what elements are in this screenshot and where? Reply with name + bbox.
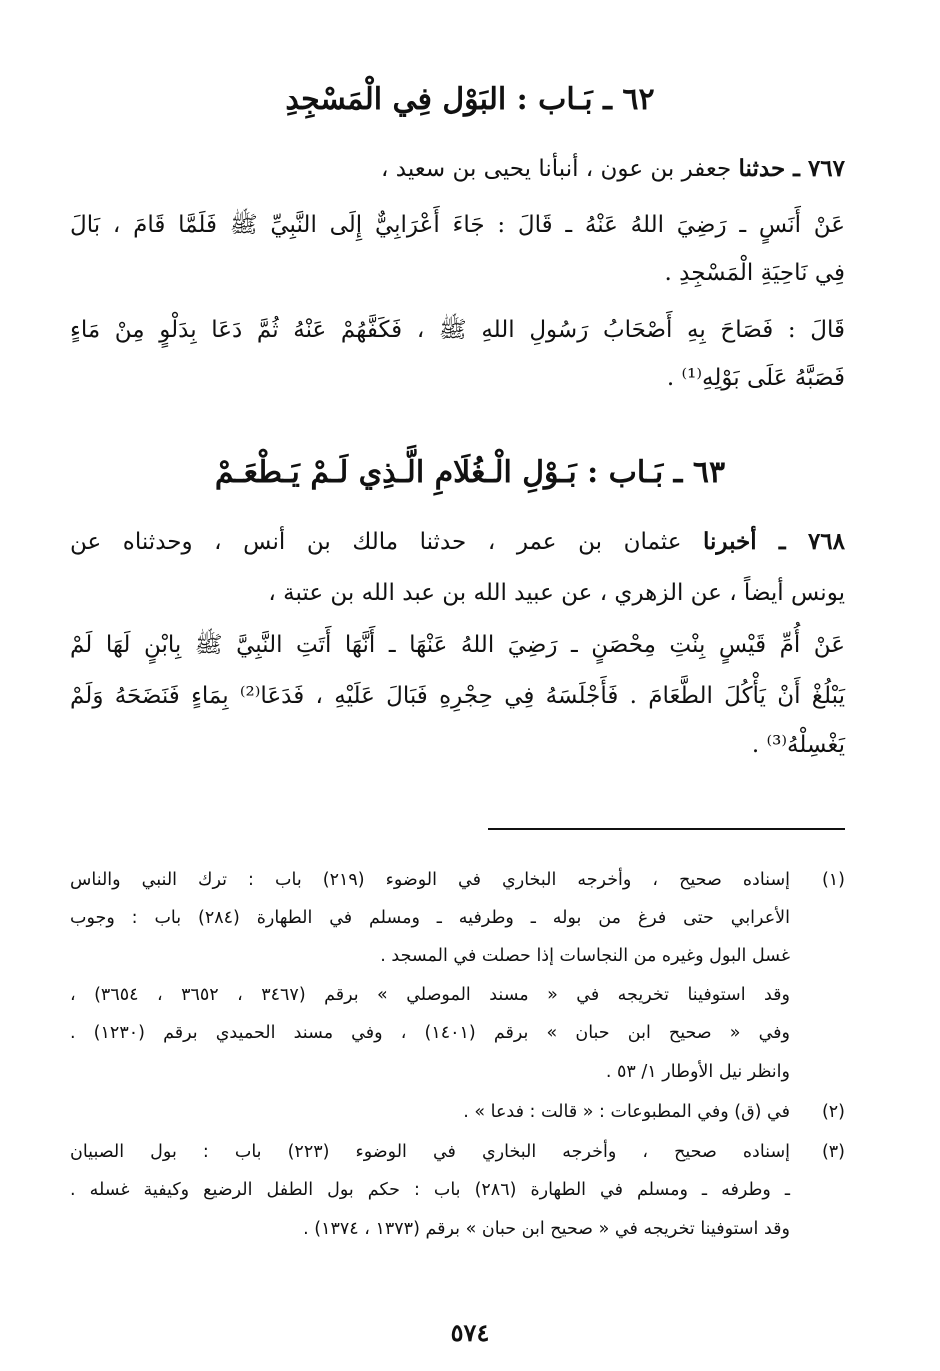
footnote-line: في (ق) وفي المطبوعات : « قالت : فدعا » . [463, 1102, 790, 1122]
footnote-line: ـ وطرفه ـ ومسلم في الطهارة (٢٨٦) باب : حكم بول الطفل الرضيع وكيفية غسله . [70, 1180, 791, 1200]
footnote-line: إسناده صحيح ، وأخرجه البخاري في الوضوء (٢٢٣) باب : بول الصبيان [70, 1142, 790, 1162]
hadith-line [381, 155, 845, 182]
hadith-line: فِي نَاحِيَةِ الْمَسْجِدِ . [664, 260, 845, 286]
footnote-line: وقد استوفينا تخريجه في « مسند الموصلي » برقم (٣٤٦٧ ، ٣٦٥٢ ، ٣٦٥٤) ، [70, 985, 790, 1005]
footnote-line: غسل البول وغيره من النجاسات إذا حصلت في المسجد . [380, 946, 790, 966]
footnote-line: وفي « صحيح ابن حبان » برقم (١٤٠١) ، وفي مسند الحميدي برقم (١٢٣٠) . [70, 1023, 790, 1043]
hadith-line: يَغْسِلْهُ⁽³⁾ . [751, 732, 845, 758]
hadith-number: ٧٦٧ ـ حدثنا [738, 155, 845, 182]
footnote-number: (١) [821, 870, 845, 890]
hadith-text: جعفر بن عون ، أنبأنا يحيى بن سعيد ، [381, 156, 739, 182]
hadith-line: عَنْ أُمِّ قَيْسٍ بِنْتِ مِحْصَنٍ ـ رَضِيَ اللهُ عَنْهَا ـ أَنَّهَا أَتَتِ النَّبِيَّ ﷺ بِابْنٍ لَهَا لَمْ [70, 632, 845, 658]
hadith-line [70, 528, 845, 555]
page-number: ٥٧٤ [450, 1318, 490, 1347]
footnote-line: وانظر نيل الأوطار ١/ ٥٣ . [605, 1062, 790, 1082]
footnote-number: (٢) [821, 1102, 845, 1122]
footnote-line: الأعرابي حتى فرغ من بوله ـ وطرفيه ـ ومسلم في الطهارة (٢٨٤) باب : وجوب [70, 908, 790, 928]
chapter-heading: ٦٣ ـ بَـاب : بَـوْلِ الْـغُلَامِ الَّـذِي لَـمْ يَـطْعَـمْ [214, 455, 726, 490]
footnote-line: إسناده صحيح ، وأخرجه البخاري في الوضوء (٢١٩) باب : ترك النبي والناس [70, 870, 790, 890]
footnote-line: وقد استوفينا تخريجه في « صحيح ابن حبان » برقم (١٣٧٣ ، ١٣٧٤) . [303, 1219, 790, 1239]
hadith-line: فَصَبَّهُ عَلَى بَوْلِهِ⁽¹⁾ . [666, 365, 845, 391]
hadith-line: قَالَ : فَصَاحَ بِهِ أَصْحَابُ رَسُولِ اللهِ ﷺ ، فَكَفَّهُمْ عَنْهُ ثُمَّ دَعَا بِدَلْوٍ مِنْ مَاءٍ [70, 317, 845, 343]
chapter-heading: ٦٢ ـ بَـاب : البَوْل فِي الْمَسْجِدِ [285, 82, 655, 117]
hadith-line: يَبْلُغْ أَنْ يَأْكُلَ الطَّعَامَ . فَأَجْلَسَهُ فِي حِجْرِهِ فَبَالَ عَلَيْهِ ، فَدَعَا⁽²⁾ بِمَاءٍ فَنَضَحَهُ وَلَمْ [70, 683, 845, 709]
footnote-divider [488, 828, 845, 830]
footnote-number: (٣) [821, 1142, 845, 1162]
hadith-text: عثمان بن عمر ، حدثنا مالك بن أنس ، وحدثناه عن [70, 529, 704, 555]
hadith-number: ٧٦٨ ـ أخبرنا [703, 528, 845, 555]
hadith-line: عَنْ أَنَسٍ ـ رَضِيَ اللهُ عَنْهُ ـ قَالَ : جَاءَ أَعْرَابِيٌّ إِلَى النَّبِيِّ ﷺ فَلَمَّا قَامَ ، بَالَ [70, 212, 845, 238]
hadith-line: يونس أيضاً ، عن الزهري ، عن عبيد الله بن عبد الله بن عتبة ، [268, 580, 845, 606]
